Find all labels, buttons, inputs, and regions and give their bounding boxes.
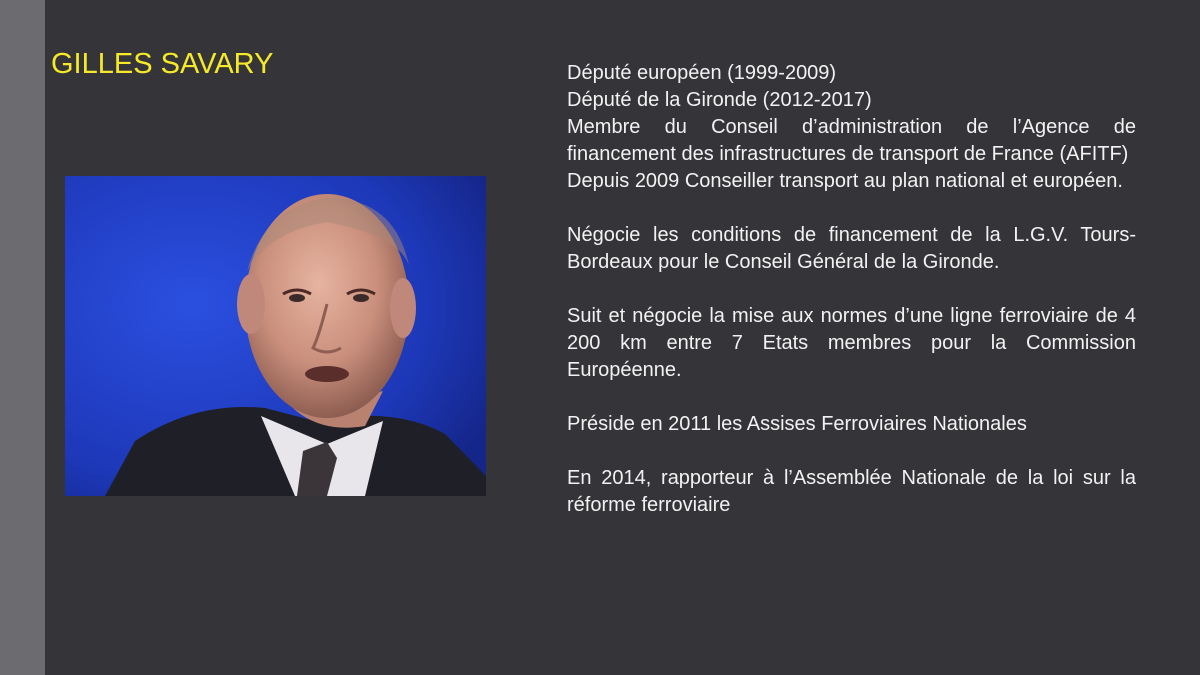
paragraph-gap: [567, 195, 1136, 222]
paragraph-gap: [567, 438, 1136, 465]
slide-title: GILLES SAVARY: [51, 48, 274, 80]
paragraph-gap: [567, 276, 1136, 303]
bio-line: Depuis 2009 Conseiller transport au plan national et européen.: [567, 170, 1123, 192]
bio-line: Membre du Conseil d’administration de l’Agence de financement des infrastructures de transport de France (AFITF): [567, 116, 1136, 165]
biography-text: [567, 60, 1136, 519]
left-accent-bar: [0, 0, 45, 675]
bio-paragraph: En 2014, rapporteur à l’Assemblée Nationale de la loi sur la réforme ferroviaire: [567, 467, 1136, 516]
portrait-photo: [65, 176, 486, 496]
bio-paragraph: Suit et négocie la mise aux normes d’une ligne ferroviaire de 4 200 km entre 7 Etats membres pour la Commission Européenne.: [567, 305, 1136, 381]
bio-line: Député de la Gironde (2012-2017): [567, 89, 872, 111]
bio-paragraph: Préside en 2011 les Assises Ferroviaires Nationales: [567, 413, 1027, 435]
bio-line: Député européen (1999-2009): [567, 62, 837, 84]
bio-paragraph: Négocie les conditions de financement de la L.G.V. Tours-Bordeaux pour le Conseil Général de la Gironde.: [567, 224, 1136, 273]
paragraph-gap: [567, 384, 1136, 411]
